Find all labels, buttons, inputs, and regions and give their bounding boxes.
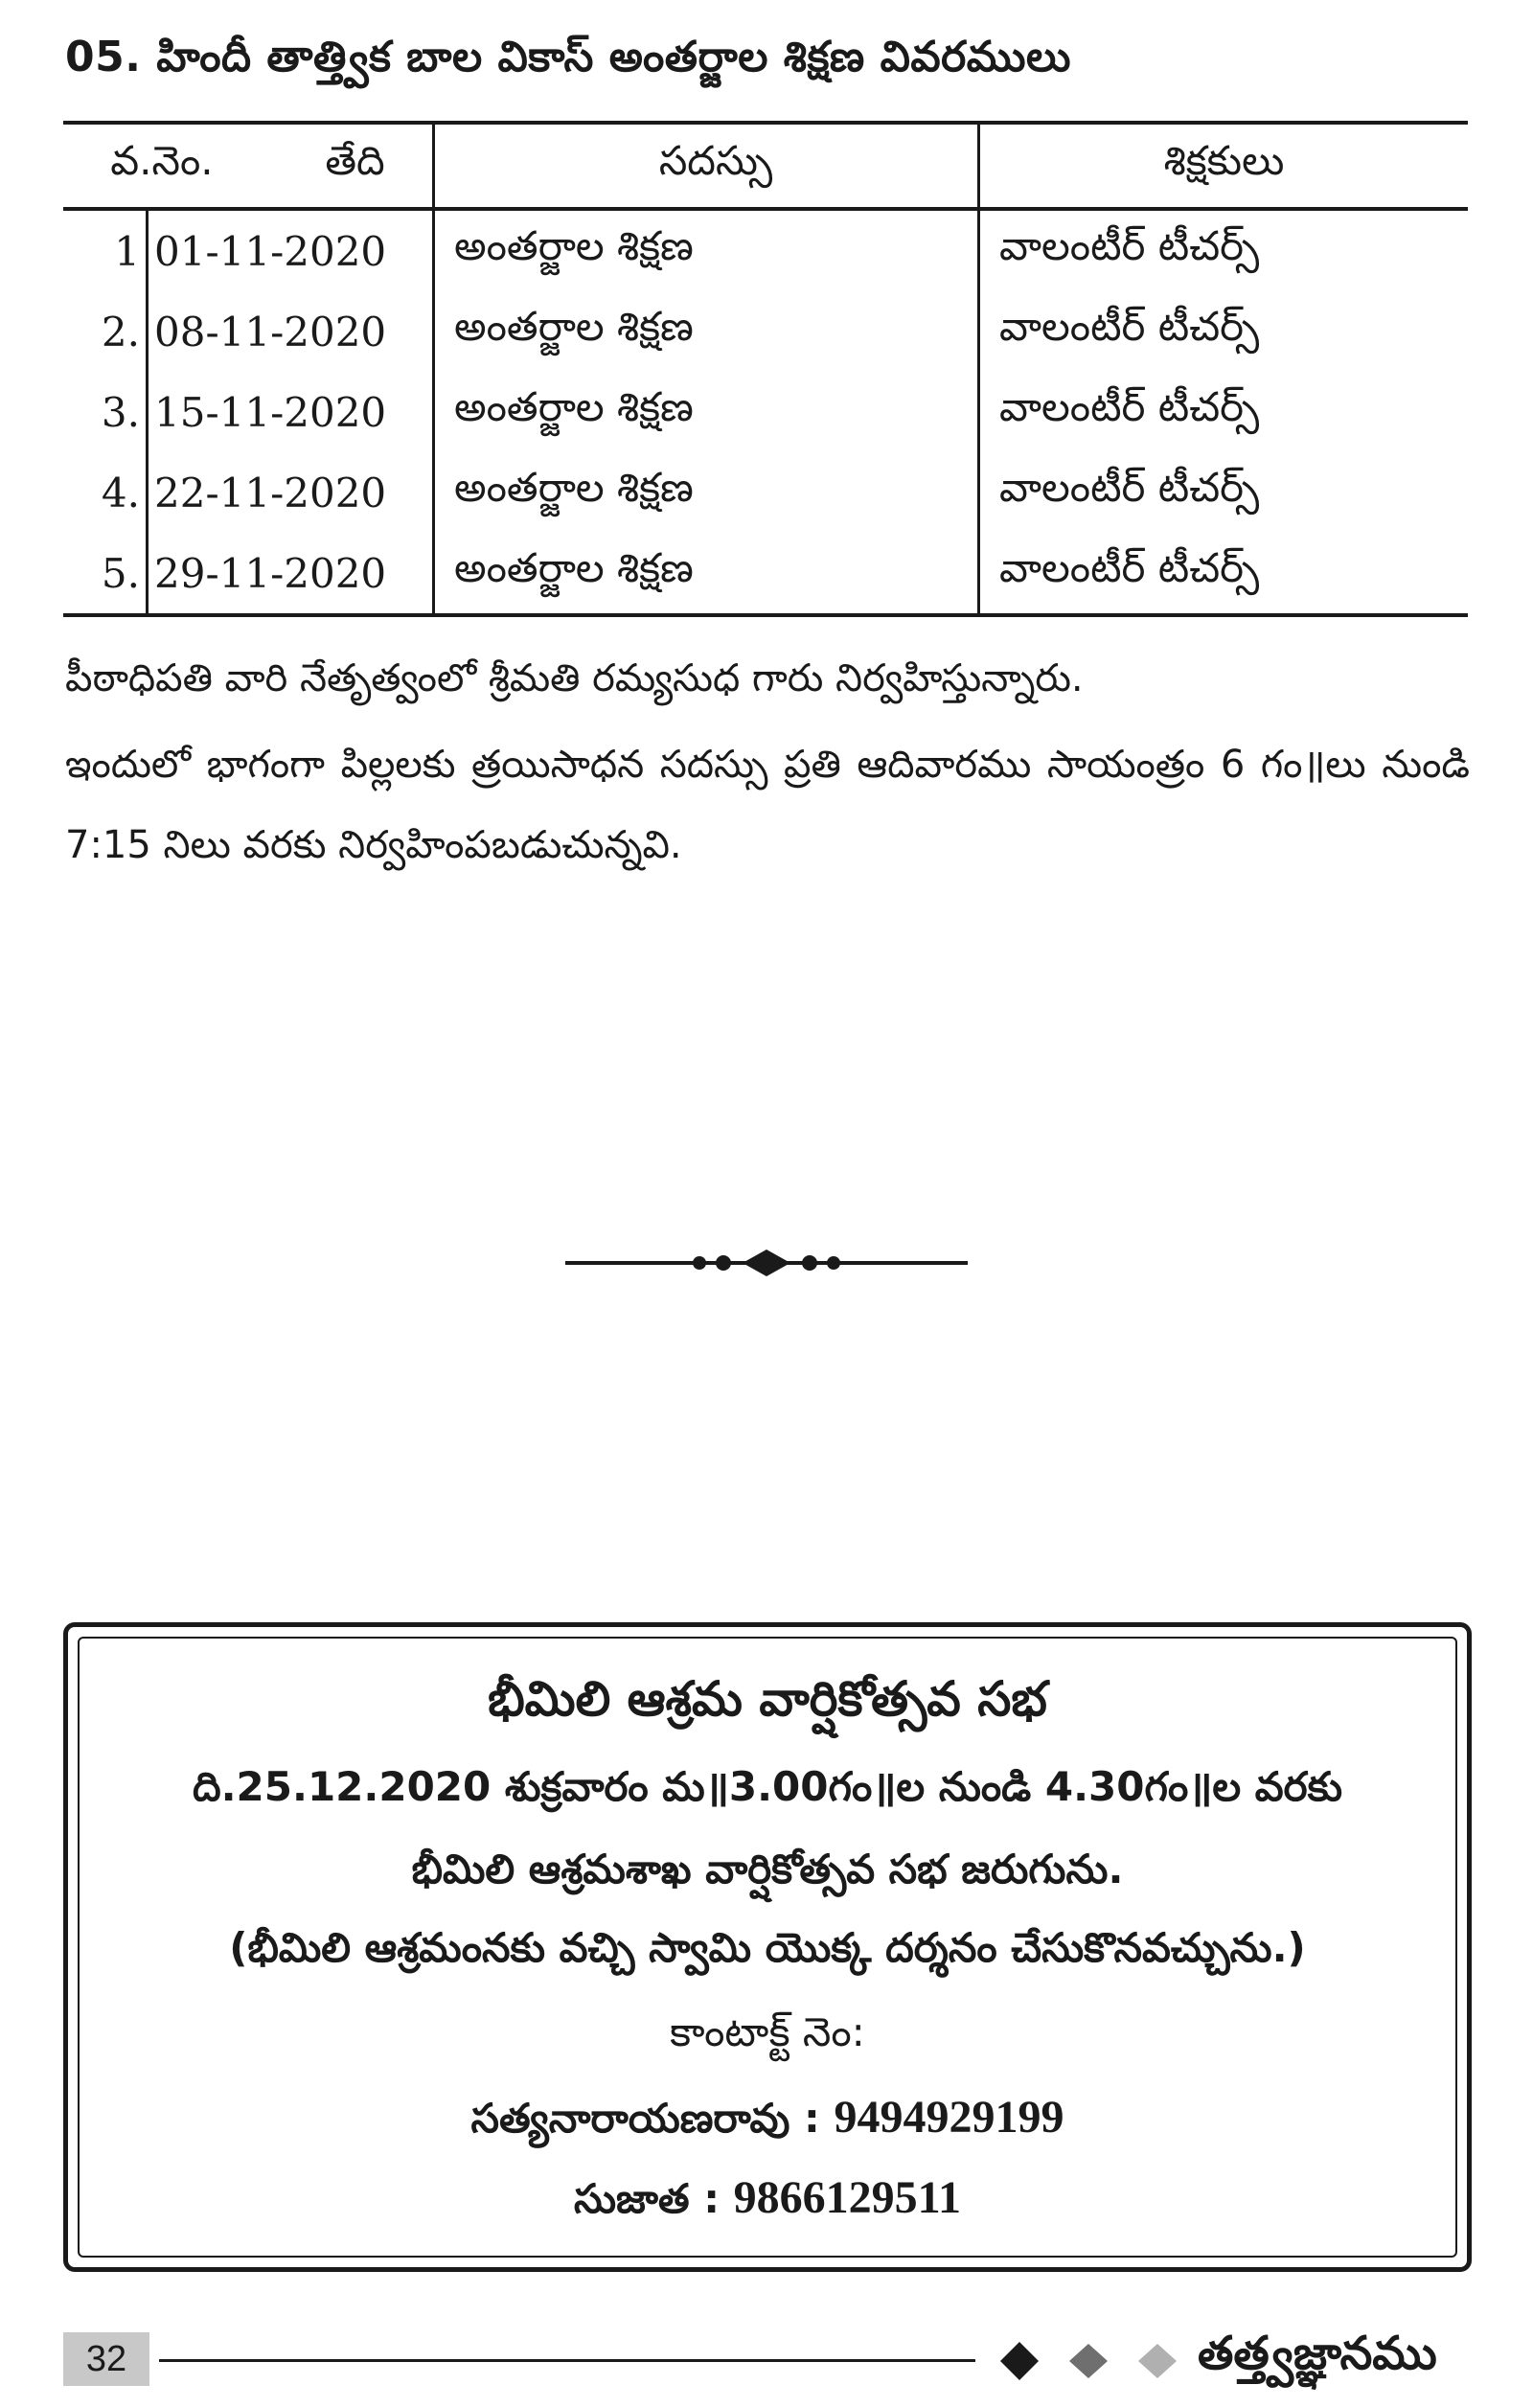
row-date: 29-11-2020 bbox=[148, 533, 434, 615]
row-teachers: వాలంటీర్ టీచర్స్ bbox=[979, 533, 1469, 615]
page-footer bbox=[0, 2327, 1533, 2394]
notice-contact-1 bbox=[68, 2091, 1467, 2152]
row-session: అంతర్జాల శిక్షణ bbox=[434, 372, 979, 452]
header-serial: వ.నెం. bbox=[110, 137, 214, 184]
row-session: అంతర్జాల శిక్షణ bbox=[434, 452, 979, 533]
event-notice-box bbox=[63, 1622, 1472, 2272]
row-serial: 4. bbox=[101, 469, 140, 516]
row-teachers: వాలంటీర్ టీచర్స్ bbox=[999, 383, 1260, 430]
row-teachers: వాలంటీర్ టీచర్స్ bbox=[999, 303, 1260, 350]
contact-1-phone: 9494929199 bbox=[834, 2092, 1064, 2143]
row-date: 22-11-2020 bbox=[148, 452, 434, 533]
page-number: 32 bbox=[63, 2332, 149, 2386]
table-row bbox=[63, 372, 1468, 452]
table-row bbox=[63, 209, 1468, 291]
header-date: తేది bbox=[325, 137, 385, 184]
row-serial: 2. bbox=[101, 308, 140, 355]
header-teachers: శిక్షకులు bbox=[979, 123, 1469, 209]
contact-1-name: సత్యనారాయణరావు : bbox=[470, 2095, 820, 2142]
contact-2-phone: 9866129511 bbox=[733, 2172, 962, 2223]
diamond-ornament-icon bbox=[1000, 2342, 1182, 2380]
notice-title: భీమిలి ఆశ్రమ వార్షికోత్సవ సభ bbox=[488, 1671, 1047, 1727]
notice-date-time: ది.25.12.2020 శుక్రవారం మ॥3.00గం॥ల నుండి 4.30గం॥ల వరకు bbox=[192, 1763, 1343, 1810]
table-row bbox=[63, 291, 1468, 372]
row-serial: 3. bbox=[101, 388, 140, 436]
notice-invitation-line: (భీమిలి ఆశ్రమంనకు వచ్చి స్వామి యొక్క దర్శనం చేసుకొనవచ్చును.) bbox=[229, 1924, 1306, 1971]
notice-contact-label: కాంటాక్ట్ నెం: bbox=[670, 2008, 865, 2055]
publication-brand: తత్త్వజ్ఞానము bbox=[1198, 2327, 1437, 2380]
row-serial: 5. bbox=[63, 533, 148, 615]
section-heading: 05. హిందీ తాత్త్విక బాల వికాస్ అంతర్జాల శిక్షణ వివరములు bbox=[65, 33, 1071, 81]
row-session: అంతర్జాల శిక్షణ bbox=[434, 291, 979, 372]
contact-2-name: సుజాత : bbox=[573, 2175, 721, 2222]
ornament-divider-icon bbox=[565, 1246, 968, 1280]
row-date: 01-11-2020 bbox=[148, 209, 434, 291]
row-teachers: వాలంటీర్ టీచర్స్ bbox=[999, 464, 1260, 511]
header-serial-date bbox=[63, 123, 434, 209]
paragraph-schedule: ఇందులో భాగంగా పిల్లలకు త్రయిసాధన సదస్సు ప్రతి ఆదివారము సాయంత్రం 6 గం॥లు నుండి 7:15 నిలు వరకు నిర్వహింపబడుచున్నవి. bbox=[65, 743, 1470, 867]
table-row bbox=[63, 452, 1468, 533]
footer-rule bbox=[159, 2359, 975, 2362]
row-session: అంతర్జాల శిక్షణ bbox=[434, 209, 979, 291]
notice-event-line: భీమిలి ఆశ్రమశాఖ వార్షికోత్సవ సభ జరుగును. bbox=[411, 1846, 1124, 1892]
row-session: అంతర్జాల శిక్షణ bbox=[434, 533, 979, 615]
header-session: సదస్సు bbox=[434, 123, 979, 209]
paragraph-leadership: పీఠాధిపతి వారి నేతృత్వంలో శ్రీమతి రమ్యసుధ గారు నిర్వహిస్తున్నారు. bbox=[65, 656, 1084, 700]
notice-contact-2 bbox=[68, 2171, 1467, 2233]
row-date: 08-11-2020 bbox=[148, 291, 434, 372]
row-teachers: వాలంటీర్ టీచర్స్ bbox=[999, 222, 1260, 269]
table-header-row bbox=[63, 123, 1468, 209]
row-date: 15-11-2020 bbox=[148, 372, 434, 452]
row-serial: 1 bbox=[114, 227, 140, 275]
table-row bbox=[63, 533, 1468, 615]
schedule-table bbox=[63, 121, 1468, 617]
